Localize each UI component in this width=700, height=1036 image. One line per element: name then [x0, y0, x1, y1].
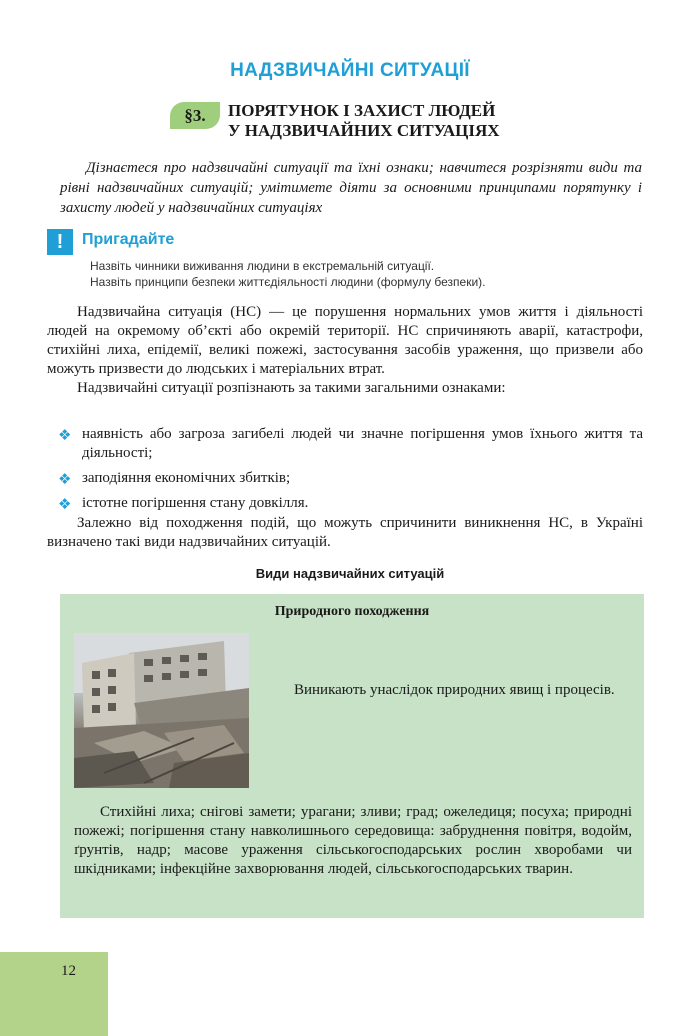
signs-intro-paragraph: Надзвичайні ситуації розпізнають за такими загальними ознаками: [77, 380, 506, 396]
origin-description: Виникають унаслідок природних явищ і процесів. [294, 682, 615, 698]
signs-list [58, 425, 643, 519]
section-title [228, 101, 658, 141]
list-item [58, 494, 643, 513]
diamond-bullet-icon: ❖ [58, 426, 72, 444]
examples-description: Стихійні лиха; снігові замети; урагани; зливи; град; ожеледиця; посуха; природні пожежі; погіршення стану навколишнього середовища: забруднення повітря, водойм, ґрунтів, надр; масове ураження сільськогосподарських рослин хворобами чи шкідниками; інфекційне захворювання людей, сільськогосподарських тварин. [74, 804, 632, 877]
definition-block [47, 303, 643, 398]
remember-item: Назвіть принципи безпеки життєдіяльності людини (формулу безпеки). [90, 275, 486, 289]
page-corner-block [0, 952, 108, 1036]
natural-emergencies-panel [60, 594, 644, 918]
diamond-bullet-icon: ❖ [58, 495, 72, 513]
remember-list [90, 258, 650, 290]
types-intro-block [47, 514, 643, 552]
section-title-line2: У НАДЗВИЧАЙНИХ СИТУАЦІЯХ [228, 121, 500, 140]
lesson-objectives: Дізнаєтеся про надзвичайні ситуації та їхні ознаки; навчитеся розрізняти види та рівні надзвичайних ситуацій; умітимете діяти за основними принципами порятунку і захисту людей у надзвичайних ситуаціях [60, 160, 642, 216]
list-item-text: заподіяння економічних збитків; [82, 470, 291, 486]
list-item [58, 469, 643, 488]
panel-header: Природного походження [274, 604, 430, 619]
table-caption: Види надзвичайних ситуацій [255, 566, 445, 581]
earthquake-photo [74, 633, 249, 788]
definition-paragraph: Надзвичайна ситуація (НС) — це порушення нормальних умов життя і діяльності людей на окремому об’єкті або окремій території. НС спричиняють аварії, катастрофи, стихійні лиха, епідемії, великі пожежі, застосування засобів ураження, що призвели або можуть призвести до людських і матеріальних втрат. [47, 304, 643, 377]
remember-item: Назвіть чинники виживання людини в екстремальній ситуації. [90, 259, 435, 273]
list-item-text: істотне погіршення стану довкілля. [82, 495, 309, 511]
page-number: 12 [61, 963, 76, 979]
section-number-badge: §3. [170, 102, 220, 129]
diamond-bullet-icon: ❖ [58, 470, 72, 488]
exclamation-icon: ! [47, 229, 73, 255]
chapter-title: НАДЗВИЧАЙНІ СИТУАЦІЇ [230, 60, 470, 81]
section-title-line1: ПОРЯТУНОК І ЗАХИСТ ЛЮДЕЙ [228, 101, 496, 120]
list-item-text: наявність або загроза загибелі людей чи значне погіршення умов їхнього життя та діяльності; [82, 426, 643, 461]
types-intro-paragraph: Залежно від походження подій, що можуть спричинити виникнення НС, в Україні визначено такі види надзвичайних ситуацій. [47, 515, 643, 550]
collapsed-building-illustration [74, 633, 249, 788]
list-item [58, 425, 643, 463]
remember-title: Пригадайте [82, 231, 175, 248]
